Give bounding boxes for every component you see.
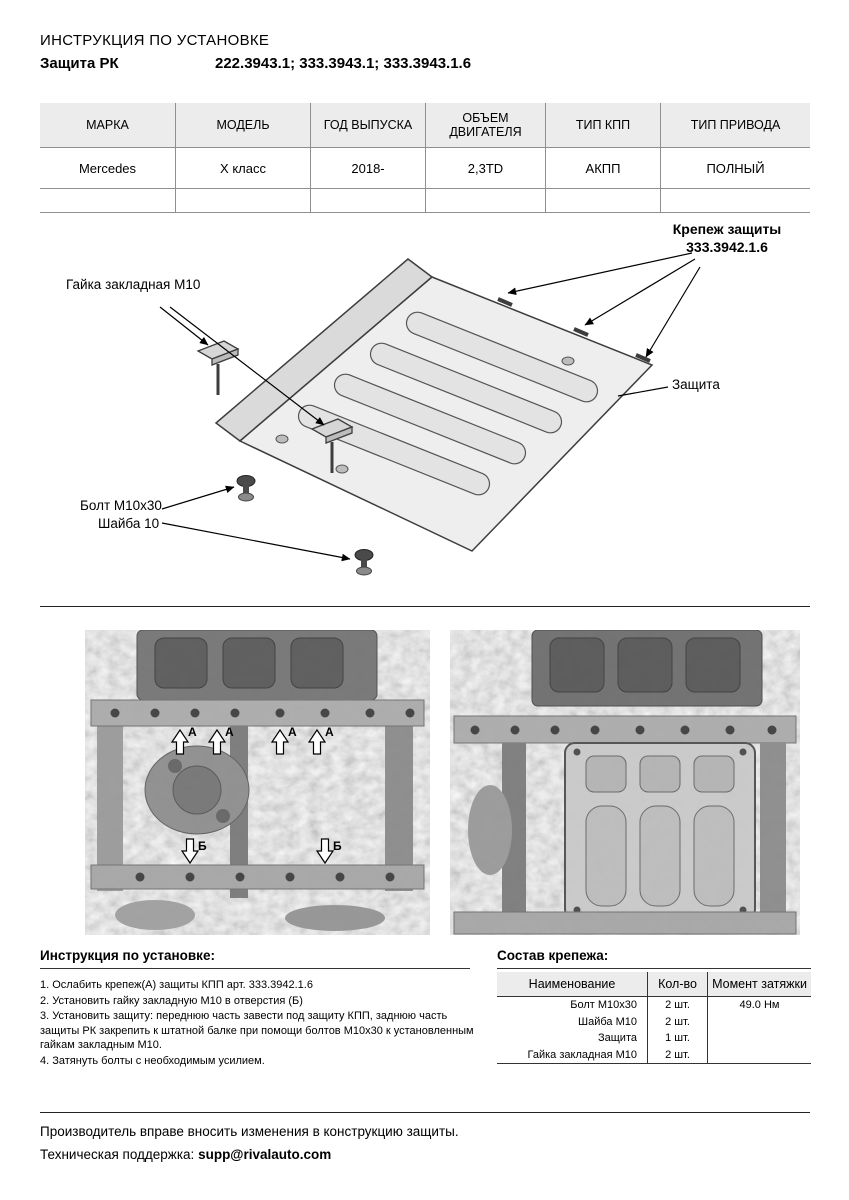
fastener-kit-label bbox=[652, 221, 802, 256]
spec-header-brand: МАРКА bbox=[86, 118, 129, 132]
bolt-washer-1 bbox=[237, 476, 255, 502]
spec-value-brand: Mercedes bbox=[78, 160, 137, 176]
installation-steps-list bbox=[40, 978, 488, 1069]
shield-diagram-svg bbox=[40, 215, 810, 603]
svg-text:Б: Б bbox=[333, 839, 342, 853]
bolt-callout-lines bbox=[162, 487, 350, 559]
photo-mounting-points bbox=[85, 630, 430, 935]
hardware-qty-column bbox=[647, 997, 707, 1063]
hardware-row-name: Шайба М10 bbox=[578, 1015, 637, 1028]
product-line bbox=[40, 55, 471, 72]
hardware-row-qty: 2 шт. bbox=[665, 1015, 690, 1028]
hardware-kit-heading: Состав крепежа: bbox=[497, 948, 811, 969]
hardware-row-qty: 1 шт. bbox=[665, 1032, 690, 1044]
shield-label: Защита bbox=[672, 377, 720, 392]
support-line bbox=[40, 1147, 331, 1162]
hardware-torque-column bbox=[707, 997, 811, 1063]
photo-after-svg bbox=[450, 630, 800, 935]
hardware-header-qty: Кол-во bbox=[647, 972, 707, 996]
exploded-view-diagram bbox=[40, 215, 810, 603]
spec-value-year: 2018- bbox=[310, 148, 425, 188]
manufacturer-note: Производитель вправе вносить изменения в конструкцию защиты. bbox=[40, 1124, 459, 1139]
spec-value-drive: ПОЛНЫЙ bbox=[660, 148, 810, 188]
shield-plate-drawing bbox=[216, 259, 652, 551]
bolt-washer-2 bbox=[355, 550, 373, 576]
installation-steps-heading: Инструкция по установке: bbox=[40, 948, 470, 969]
washer-label-line: Шайба 10 bbox=[98, 516, 160, 532]
hardware-table-body bbox=[497, 997, 811, 1064]
svg-text:А: А bbox=[325, 725, 334, 739]
spec-data-row bbox=[40, 147, 810, 189]
bolt-label-line: Болт М10х30 bbox=[80, 498, 162, 513]
svg-text:А: А bbox=[188, 725, 197, 739]
hardware-table-header bbox=[497, 972, 811, 997]
support-label: Техническая поддержка: bbox=[40, 1147, 195, 1162]
hardware-header-torque: Момент затяжки bbox=[707, 972, 811, 996]
spec-header-model: МОДЕЛЬ bbox=[175, 103, 310, 147]
spec-header-drive: ТИП ПРИВОДА bbox=[660, 103, 810, 147]
hardware-row-qty: 2 шт. bbox=[665, 1048, 690, 1061]
fastener-kit-part-number: 333.3942.1.6 bbox=[686, 238, 768, 255]
spec-header-year: ГОД ВЫПУСКА bbox=[310, 103, 425, 147]
rivet-nut-label: Гайка закладная М10 bbox=[66, 277, 201, 292]
part-numbers: 222.3943.1; 333.3943.1; 333.3943.1.6 bbox=[215, 55, 472, 72]
hardware-row-name: Болт М10х30 bbox=[570, 999, 637, 1011]
rivet-nut-bracket-1 bbox=[198, 341, 238, 395]
vehicle-spec-table bbox=[40, 103, 810, 213]
spec-empty-row bbox=[40, 189, 810, 213]
document-title: ИНСТРУКЦИЯ ПО УСТАНОВКЕ bbox=[40, 32, 270, 49]
hardware-row-name: Защита bbox=[598, 1032, 637, 1044]
hardware-name-column bbox=[497, 997, 647, 1063]
installation-step-3: 3. Установить защиту: переднюю часть завести под защиту КПП, заднюю часть защиты РК закрепить к штатной балке при помощи болтов М10х30 к установленным гайкам закладным М10. bbox=[40, 1010, 474, 1052]
photo-installed-shield bbox=[450, 630, 800, 935]
svg-text:А: А bbox=[288, 725, 297, 739]
spec-header-gearbox: ТИП КПП bbox=[545, 103, 660, 147]
fastener-kit-label-line1: Крепеж защиты bbox=[672, 221, 782, 237]
installation-step-4: 4. Затянуть болты с необходимым усилием. bbox=[40, 1054, 265, 1067]
bolt-washer-label bbox=[80, 497, 162, 533]
installation-step-1: 1. Ослабить крепеж(А) защиты КПП арт. 333.3942.1.6 bbox=[40, 979, 313, 991]
spec-header-engine: ОБЪЕМ ДВИГАТЕЛЯ bbox=[425, 103, 545, 147]
spec-value-model: X класс bbox=[175, 148, 310, 188]
hardware-row-name: Гайка закладная М10 bbox=[527, 1048, 637, 1061]
product-name: Защита РК bbox=[40, 55, 119, 72]
svg-text:Б: Б bbox=[198, 839, 207, 853]
installation-step-2: 2. Установить гайку закладную М10 в отверстия (Б) bbox=[40, 994, 303, 1007]
spec-value-gearbox: АКПП bbox=[545, 148, 660, 188]
spec-header-row bbox=[40, 103, 810, 147]
hardware-row-torque: 49.0 Нм bbox=[739, 999, 780, 1011]
hardware-row-qty: 2 шт. bbox=[665, 999, 690, 1011]
spec-value-engine: 2,3TD bbox=[425, 148, 545, 188]
hardware-kit-section bbox=[497, 948, 811, 1064]
hardware-header-name: Наименование bbox=[528, 977, 616, 991]
svg-text:А: А bbox=[225, 725, 234, 739]
support-email-link[interactable]: supp@rivalauto.com bbox=[198, 1147, 332, 1162]
photo-before-svg bbox=[85, 630, 430, 935]
section-divider-bottom bbox=[40, 1112, 810, 1113]
section-divider-top bbox=[40, 606, 810, 607]
